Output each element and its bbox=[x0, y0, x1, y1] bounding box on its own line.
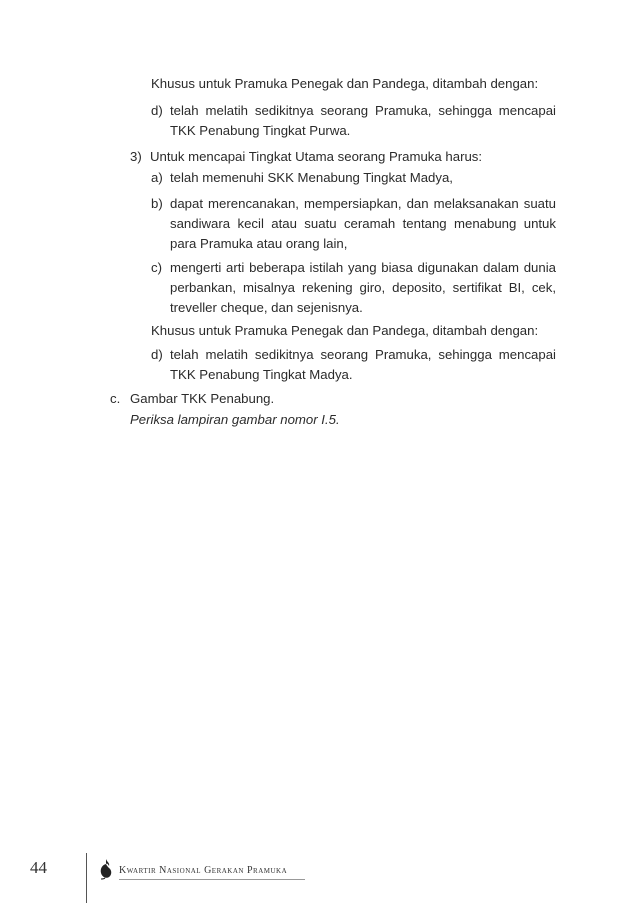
list-marker: c. bbox=[110, 391, 121, 406]
list-item-text: Untuk mencapai Tingkat Utama seorang Pramuka harus: bbox=[150, 149, 483, 164]
pramuka-logo-icon bbox=[98, 858, 114, 880]
list-item-text: Gambar TKK Penabung. bbox=[130, 391, 275, 406]
list-marker: c) bbox=[151, 260, 162, 275]
list-marker: 3) bbox=[130, 149, 142, 164]
list-item-text: dapat merencanakan, mempersiapkan, dan melaksanakan suatu bbox=[170, 196, 556, 211]
footer-divider bbox=[86, 853, 87, 903]
publisher-name: Kwartir Nasional Gerakan Pramuka bbox=[119, 865, 288, 876]
reference-note: Periksa lampiran gambar nomor I.5. bbox=[130, 412, 340, 427]
paragraph-line: Khusus untuk Pramuka Penegak dan Pandega, ditambah dengan: bbox=[151, 76, 539, 91]
list-item-text: sandiwara kecil atau suatu ceramah tentang menabung untuk bbox=[170, 216, 556, 231]
paragraph-line: Khusus untuk Pramuka Penegak dan Pandega, ditambah dengan: bbox=[151, 323, 539, 338]
list-item-text: treveller cheque, dan sejenisnya. bbox=[170, 300, 363, 315]
list-item-text: perbankan, misalnya rekening giro, deposito, sertifikat BI, cek, bbox=[170, 280, 556, 295]
list-marker: d) bbox=[151, 103, 163, 118]
list-item-text: para Pramuka atau orang lain, bbox=[170, 236, 348, 251]
footer-underline bbox=[119, 879, 305, 880]
list-item-text: telah melatih sedikitnya seorang Pramuka, sehingga mencapai bbox=[170, 103, 556, 118]
list-item-text: TKK Penabung Tingkat Madya. bbox=[170, 367, 353, 382]
list-item-text: TKK Penabung Tingkat Purwa. bbox=[170, 123, 351, 138]
list-item-text: telah melatih sedikitnya seorang Pramuka, sehingga mencapai bbox=[170, 347, 556, 362]
list-marker: a) bbox=[151, 170, 163, 185]
list-marker: b) bbox=[151, 196, 163, 211]
page-number: 44 bbox=[30, 858, 47, 877]
list-marker: d) bbox=[151, 347, 163, 362]
list-item-text: telah memenuhi SKK Menabung Tingkat Madya, bbox=[170, 170, 453, 185]
list-item-text: mengerti arti beberapa istilah yang biasa digunakan dalam dunia bbox=[170, 260, 556, 275]
